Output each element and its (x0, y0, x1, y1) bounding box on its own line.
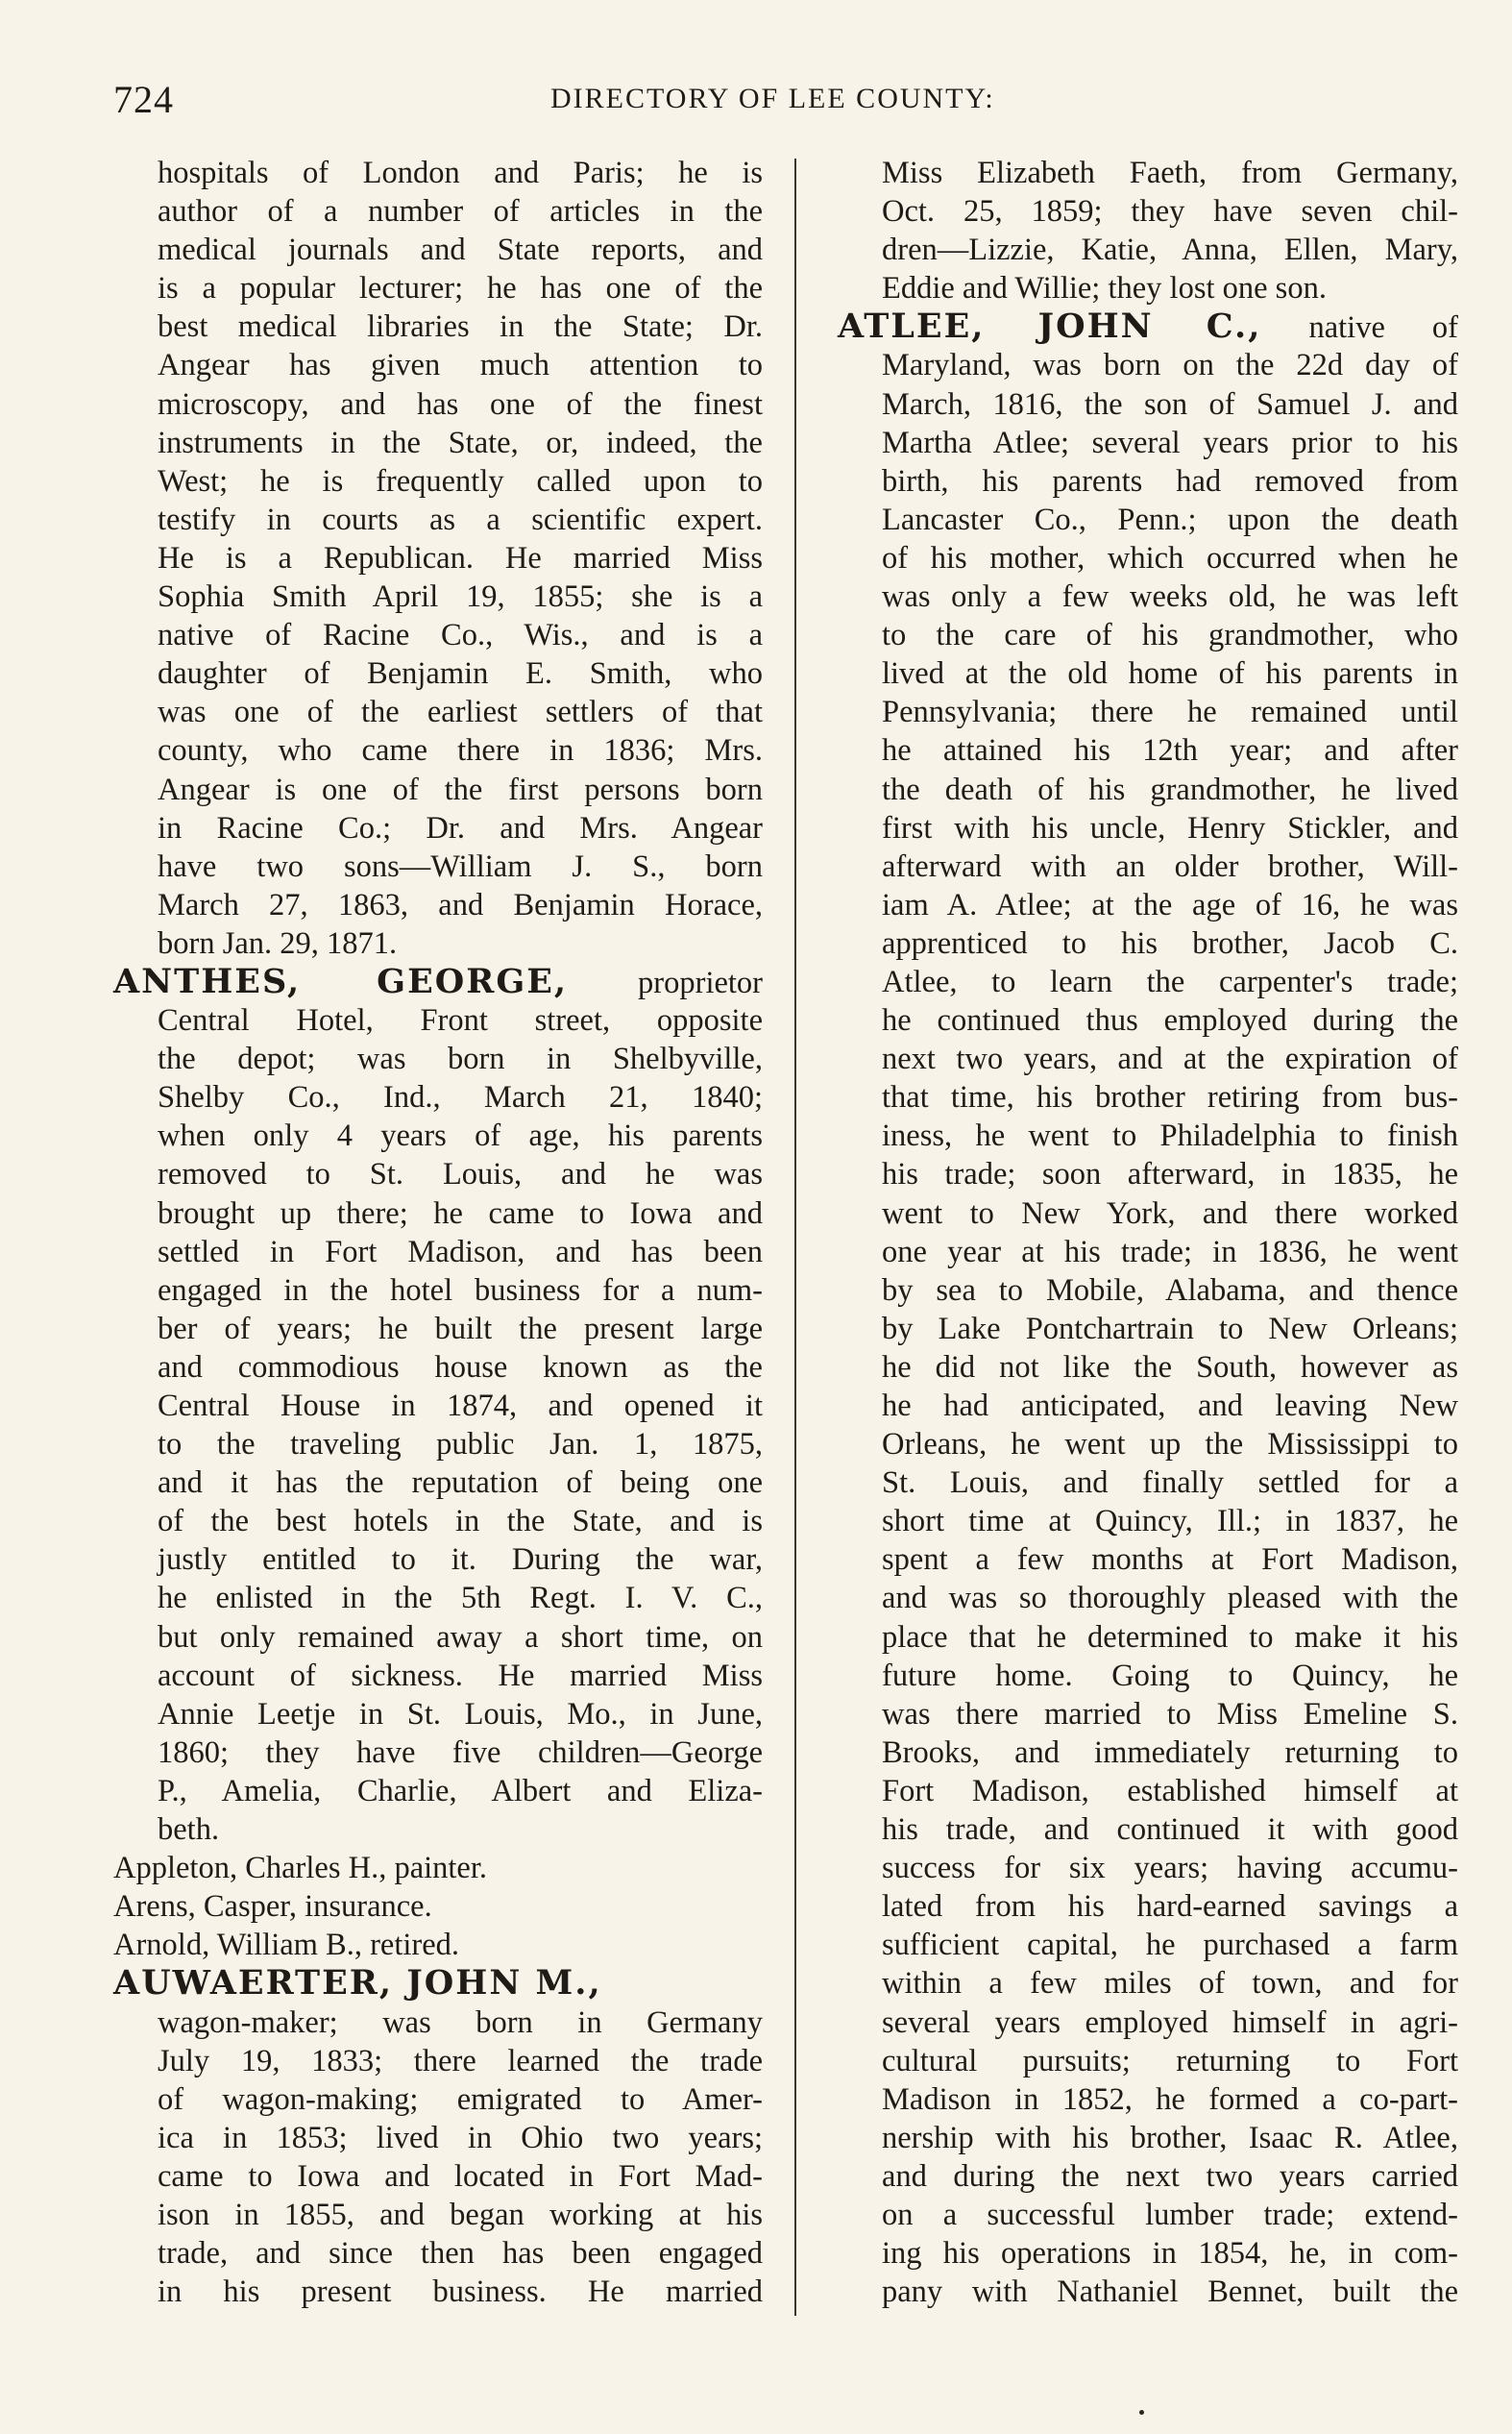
text-line (838, 963, 1458, 1001)
text-line (838, 346, 1458, 384)
text-line (838, 1887, 1458, 1926)
text-line (113, 1463, 763, 1502)
text-line (838, 462, 1458, 501)
text-line (838, 2196, 1458, 2234)
line-text: place that he determined to make it his (882, 1619, 1458, 1655)
line-text: account of sickness. He married Miss (158, 1658, 763, 1693)
line-text: nership with his brother, Isaac R. Atlee, (882, 2120, 1458, 2155)
page-header (113, 77, 1036, 125)
text-line (113, 1502, 763, 1540)
line-text: was only a few weeks old, he was left (882, 579, 1458, 615)
text-line (838, 1618, 1458, 1657)
line-text: ing his operations in 1854, he, in com- (882, 2236, 1458, 2272)
text-line (113, 578, 763, 616)
text-line (113, 385, 763, 424)
line-text: that time, his brother retiring from bus- (882, 1080, 1458, 1116)
line-text: Arnold, William B., retired. (113, 1928, 460, 1963)
text-line (113, 1540, 763, 1579)
line-text: of his mother, which occurred when he (882, 540, 1458, 576)
text-line (838, 2234, 1458, 2273)
line-text: Maryland, was born on the 22d day of (882, 348, 1458, 383)
line-text: went to New York, and there worked (882, 1195, 1458, 1231)
line-text: county, who came there in 1836; Mrs. (158, 733, 763, 769)
entry-name: ANTHES, GEORGE, (113, 961, 569, 1001)
line-text: trade, and since then has been engaged (158, 2236, 763, 2272)
line-text: Orleans, he went up the Mississippi to (882, 1427, 1458, 1463)
line-text: within a few miles of town, and for (882, 1966, 1458, 2002)
text-line (838, 231, 1458, 269)
text-line (113, 154, 763, 192)
line-text: cultural pursuits; returning to Fort (882, 2043, 1458, 2078)
text-line (113, 2234, 763, 2273)
line-text: Pennsylvania; there he remained until (882, 695, 1458, 730)
right-column (838, 154, 1458, 2311)
text-line (838, 1425, 1458, 1463)
text-line (113, 2004, 763, 2042)
text-line (113, 731, 763, 770)
text-line (113, 2273, 763, 2311)
text-line (113, 1271, 763, 1310)
entry-heading-line (838, 307, 1458, 346)
line-text: proprietor (568, 965, 763, 1000)
line-text: and was so thoroughly pleased with the (882, 1581, 1458, 1616)
line-text: and it has the reputation of being one (158, 1465, 763, 1501)
line-text: dren—Lizzie, Katie, Anna, Ellen, Mary, (882, 233, 1458, 268)
text-line (113, 424, 763, 462)
line-text: several years employed himself in agri- (882, 2004, 1458, 2040)
text-line (113, 1348, 763, 1387)
line-text: in his present business. He married (158, 2274, 763, 2310)
line-text: pany with Nathaniel Bennet, built the (882, 2274, 1458, 2310)
line-text: came to Iowa and located in Fort Mad- (158, 2158, 763, 2194)
line-text: short time at Quincy, Ill.; in 1837, he (882, 1504, 1458, 1539)
text-line (838, 1387, 1458, 1425)
line-text: he continued thus employed during the (882, 1003, 1458, 1039)
text-line (838, 1695, 1458, 1733)
line-text: Atlee, to learn the carpenter's trade; (882, 964, 1458, 999)
text-line (113, 1040, 763, 1078)
text-line (838, 1117, 1458, 1155)
text-line (113, 1579, 763, 1617)
text-line (113, 269, 763, 307)
text-line (838, 1233, 1458, 1271)
text-line (838, 1657, 1458, 1695)
line-text: 1860; they have five children—George (158, 1734, 763, 1770)
text-line (113, 2196, 763, 2234)
text-line (838, 731, 1458, 770)
text-line (838, 269, 1458, 307)
line-text: March 27, 1863, and Benjamin Horace, (158, 887, 763, 922)
line-text: of wagon-making; emigrated to Amer- (158, 2081, 763, 2117)
line-text: when only 4 years of age, his parents (158, 1119, 763, 1154)
line-text: Eddie and Willie; they lost one son. (882, 271, 1327, 307)
text-line (838, 1772, 1458, 1810)
text-line (838, 154, 1458, 192)
line-text: lived at the old home of his parents in (882, 656, 1458, 692)
line-text: ison in 1855, and began working at his (158, 2197, 763, 2232)
text-line (113, 1117, 763, 1155)
text-line (113, 462, 763, 501)
text-line (838, 1926, 1458, 1964)
line-text: Madison in 1852, he formed a co-part- (882, 2081, 1458, 2117)
text-line (838, 539, 1458, 578)
text-line (113, 1772, 763, 1810)
text-line (838, 424, 1458, 462)
line-text: Appleton, Charles H., painter. (113, 1851, 488, 1886)
text-line (113, 1001, 763, 1040)
line-text: native of (1261, 310, 1459, 346)
line-text: first with his uncle, Henry Stickler, and (882, 810, 1458, 846)
text-line (838, 192, 1458, 231)
text-line (113, 2080, 763, 2119)
text-line (838, 1348, 1458, 1387)
line-text: Sophia Smith April 19, 1855; she is a (158, 579, 763, 615)
line-text: he attained his 12th year; and after (882, 733, 1458, 769)
text-line (838, 1040, 1458, 1078)
line-text: and during the next two years carried (882, 2158, 1458, 2194)
line-text: settled in Fort Madison, and has been (158, 1234, 763, 1269)
text-line (838, 1810, 1458, 1849)
line-text: iness, he went to Philadelphia to finish (882, 1119, 1458, 1154)
text-line (113, 1733, 763, 1772)
line-text: St. Louis, and finally settled for a (882, 1465, 1458, 1501)
line-text: justly entitled to it. During the war, (158, 1542, 763, 1578)
line-text: Annie Leetje in St. Louis, Mo., in June, (158, 1696, 763, 1732)
text-line (113, 1233, 763, 1271)
text-line (113, 1194, 763, 1233)
text-line (838, 1540, 1458, 1579)
line-text: engaged in the hotel business for a num- (158, 1272, 763, 1308)
line-text: but only remained away a short time, on (158, 1619, 763, 1655)
line-text: is a popular lecturer; he has one of the (158, 271, 763, 307)
line-text: West; he is frequently called upon to (158, 463, 763, 499)
line-text: lated from his hard-earned savings a (882, 1889, 1458, 1925)
text-line (113, 1155, 763, 1193)
text-line (113, 1618, 763, 1657)
line-text: microscopy, and has one of the finest (158, 386, 763, 422)
line-text: iam A. Atlee; at the age of 16, he was (882, 887, 1458, 922)
line-text: testify in courts as a scientific expert. (158, 502, 763, 537)
text-line (113, 1425, 763, 1463)
text-line (113, 2157, 763, 2196)
text-line (113, 809, 763, 848)
line-text: Central House in 1874, and opened it (158, 1389, 763, 1423)
text-line (838, 616, 1458, 654)
text-line (113, 1078, 763, 1117)
line-text: apprenticed to his brother, Jacob C. (882, 925, 1458, 961)
line-text: in Racine Co.; Dr. and Mrs. Angear (158, 810, 763, 846)
line-text: he enlisted in the 5th Regt. I. V. C., (158, 1581, 763, 1616)
text-line (113, 654, 763, 693)
line-text: Martha Atlee; several years prior to his (882, 425, 1458, 460)
line-text: native of Racine Co., Wis., and is a (158, 618, 763, 653)
text-line (113, 771, 763, 809)
text-line (838, 1271, 1458, 1310)
line-text: Lancaster Co., Penn.; upon the death (882, 502, 1458, 537)
text-line (113, 307, 763, 346)
text-line (113, 2119, 763, 2157)
line-text: was one of the earliest settlers of that (158, 695, 763, 730)
text-line (838, 578, 1458, 616)
entry-name: ATLEE, JOHN C., (838, 307, 1262, 347)
line-text: medical journals and State reports, and (158, 233, 763, 268)
line-text: ber of years; he built the present large (158, 1311, 763, 1346)
page-speck (1139, 2410, 1144, 2415)
line-text: brought up there; he came to Iowa and (158, 1195, 763, 1231)
line-text: one year at his trade; in 1836, he went (882, 1234, 1458, 1269)
text-line (113, 1926, 763, 1964)
text-line (838, 1502, 1458, 1540)
text-line (838, 2157, 1458, 2196)
line-text: next two years, and at the expiration of (882, 1042, 1458, 1077)
line-text: author of a number of articles in the (158, 194, 763, 230)
text-line (838, 1964, 1458, 2003)
line-text: to the care of his grandmother, who (882, 618, 1458, 653)
line-text: July 19, 1833; there learned the trade (158, 2043, 763, 2078)
text-line (113, 1810, 763, 1849)
line-text: ica in 1853; lived in Ohio two years; (158, 2120, 763, 2155)
text-line (113, 2042, 763, 2080)
text-line (838, 1155, 1458, 1193)
text-line (838, 1310, 1458, 1348)
text-line (838, 2080, 1458, 2119)
text-line (838, 385, 1458, 424)
text-line (113, 1849, 763, 1887)
text-line (838, 1194, 1458, 1233)
column-divider (794, 159, 796, 2316)
line-text: and commodious house known as the (158, 1349, 763, 1385)
line-text: future home. Going to Quincy, he (882, 1658, 1458, 1693)
line-text: beth. (158, 1812, 220, 1848)
line-text: Arens, Casper, insurance. (113, 1889, 432, 1925)
line-text: Oct. 25, 1859; they have seven chil- (882, 194, 1458, 230)
line-text: Miss Elizabeth Faeth, from Germany, (882, 156, 1458, 190)
line-text: Angear has given much attention to (158, 348, 763, 383)
text-line (113, 231, 763, 269)
text-line (113, 539, 763, 578)
text-line (113, 1387, 763, 1425)
line-text: sufficient capital, he purchased a farm (882, 1928, 1458, 1963)
line-text: daughter of Benjamin E. Smith, who (158, 656, 763, 692)
line-text: his trade; soon afterward, in 1835, he (882, 1157, 1458, 1192)
line-text: Brooks, and immediately returning to (882, 1734, 1458, 1770)
line-text: the depot; was born in Shelbyville, (158, 1042, 763, 1077)
text-line (113, 1657, 763, 1695)
text-line (113, 616, 763, 654)
line-text: the death of his grandmother, he lived (882, 772, 1458, 807)
text-line (838, 2004, 1458, 2042)
line-text: he did not like the South, however as (882, 1349, 1458, 1385)
text-line (113, 1695, 763, 1733)
page-number: 724 (113, 78, 174, 121)
line-text: by sea to Mobile, Alabama, and thence (882, 1272, 1458, 1308)
text-line (838, 771, 1458, 809)
line-text: success for six years; having accumu- (882, 1851, 1458, 1886)
line-text: born Jan. 29, 1871. (158, 925, 398, 961)
text-line (113, 693, 763, 731)
text-line (113, 501, 763, 539)
text-line (838, 1733, 1458, 1772)
text-line (838, 693, 1458, 731)
text-line (838, 1463, 1458, 1502)
line-text: hospitals of London and Paris; he is (158, 156, 763, 190)
text-line (838, 924, 1458, 963)
text-line (838, 2119, 1458, 2157)
line-text: He is a Republican. He married Miss (158, 540, 763, 576)
line-text: afterward with an older brother, Will- (882, 848, 1458, 884)
line-text: Central Hotel, Front street, opposite (158, 1003, 763, 1039)
text-line (113, 346, 763, 384)
text-line (838, 1849, 1458, 1887)
text-line (838, 501, 1458, 539)
text-line (113, 192, 763, 231)
line-text: was there married to Miss Emeline S. (882, 1696, 1458, 1732)
entry-heading-line (113, 963, 763, 1001)
text-line (838, 1078, 1458, 1117)
line-text: birth, his parents had removed from (882, 463, 1458, 499)
text-line (838, 809, 1458, 848)
line-text: instruments in the State, or, indeed, the (158, 425, 763, 460)
line-text: Fort Madison, established himself at (882, 1773, 1458, 1808)
line-text: by Lake Pontchartrain to New Orleans; (882, 1311, 1458, 1346)
text-line (113, 848, 763, 886)
line-text: best medical libraries in the State; Dr. (158, 309, 763, 345)
line-text: have two sons—William J. S., born (158, 848, 763, 884)
line-text: P., Amelia, Charlie, Albert and Eliza- (158, 1773, 763, 1808)
text-line (838, 1001, 1458, 1040)
line-text: March, 1816, the son of Samuel J. and (882, 386, 1458, 422)
running-head: DIRECTORY OF LEE COUNTY: (550, 83, 995, 114)
left-column (113, 154, 763, 2311)
text-line (113, 886, 763, 924)
entry-heading-line (113, 1964, 763, 2003)
text-line (113, 1310, 763, 1348)
text-line (838, 2273, 1458, 2311)
text-line (838, 654, 1458, 693)
line-text: on a successful lumber trade; extend- (882, 2197, 1458, 2232)
line-text: Shelby Co., Ind., March 21, 1840; (158, 1080, 763, 1116)
line-text: of the best hotels in the State, and is (158, 1504, 763, 1539)
text-line (838, 886, 1458, 924)
text-line (838, 848, 1458, 886)
text-line (113, 1887, 763, 1926)
line-text: Angear is one of the first persons born (158, 772, 763, 807)
line-text: wagon-maker; was born in Germany (158, 2004, 763, 2040)
line-text: removed to St. Louis, and he was (158, 1157, 763, 1192)
line-text: he had anticipated, and leaving New (882, 1389, 1458, 1423)
text-line (838, 2042, 1458, 2080)
text-line (113, 924, 763, 963)
line-text: spent a few months at Fort Madison, (882, 1542, 1458, 1578)
text-line (838, 1579, 1458, 1617)
line-text: his trade, and continued it with good (882, 1812, 1458, 1848)
line-text: to the traveling public Jan. 1, 1875, (158, 1427, 763, 1463)
entry-name: AUWAERTER, JOHN M., (113, 1963, 602, 2004)
